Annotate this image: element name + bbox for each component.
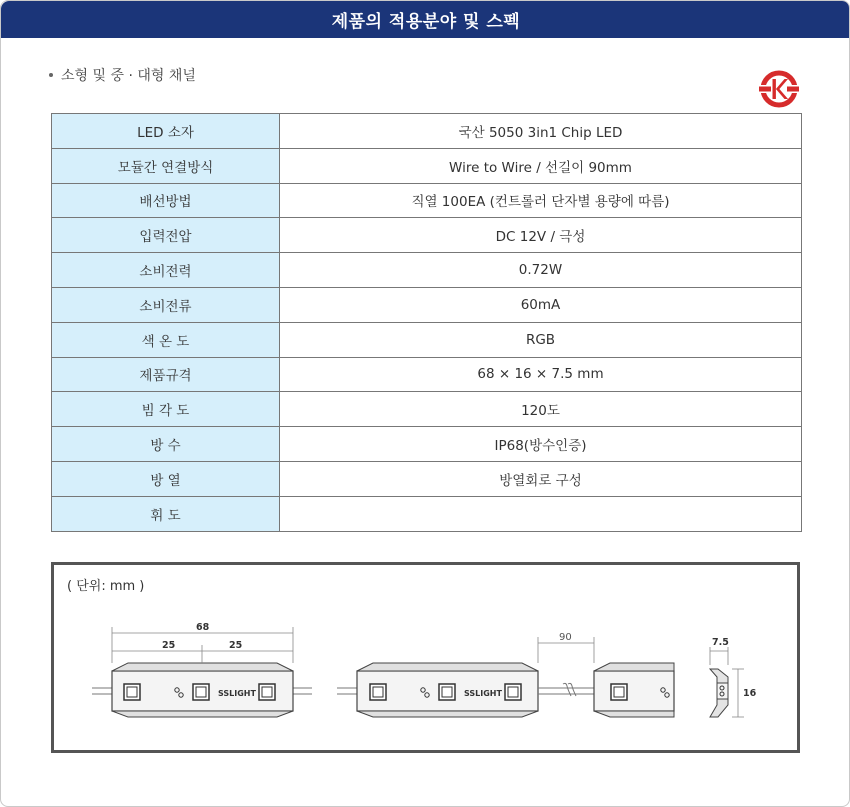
- bullet-icon: [49, 73, 53, 77]
- spec-key: 방 수: [52, 427, 280, 462]
- module-drawing: [54, 565, 797, 750]
- spec-row: [52, 148, 802, 183]
- kc-mark-icon: [758, 69, 800, 109]
- spec-key: 휘 도: [52, 496, 280, 531]
- dim-thickness: 7.5: [712, 637, 729, 648]
- spec-row: [52, 496, 802, 531]
- brand-label-1: SSLIGHT: [218, 689, 256, 698]
- spec-key: LED 소자: [52, 114, 280, 149]
- spec-value: [280, 496, 802, 531]
- spec-value: 직열 100EA (컨트롤러 단자별 용량에 따름): [280, 183, 802, 218]
- dim-height: 16: [743, 688, 757, 699]
- spec-key: 색 온 도: [52, 322, 280, 357]
- module-side-view: [710, 637, 757, 717]
- module-front-view: [92, 622, 312, 717]
- dim-total-width: 68: [196, 622, 210, 633]
- spec-value: 68 × 16 × 7.5 mm: [280, 357, 802, 392]
- spec-value: RGB: [280, 322, 802, 357]
- spec-value: DC 12V / 극성: [280, 218, 802, 253]
- spec-row: [52, 183, 802, 218]
- spec-value: 0.72W: [280, 253, 802, 288]
- unit-label: ( 단위: mm ): [67, 579, 145, 594]
- spec-row: [52, 218, 802, 253]
- spec-row: [52, 114, 802, 149]
- spec-value: 120도: [280, 392, 802, 427]
- spec-row: [52, 357, 802, 392]
- spec-key: 제품규격: [52, 357, 280, 392]
- spec-row: [52, 427, 802, 462]
- dim-pitch-right: 25: [229, 640, 243, 651]
- spec-table-body: [52, 114, 802, 532]
- spec-key: 빔 각 도: [52, 392, 280, 427]
- spec-value: 60mA: [280, 287, 802, 322]
- dimension-diagram: [51, 562, 800, 753]
- application-label: [49, 65, 196, 85]
- spec-key: 소비전류: [52, 287, 280, 322]
- spec-key: 모듈간 연결방식: [52, 148, 280, 183]
- spec-value: 국산 5050 3in1 Chip LED: [280, 114, 802, 149]
- spec-row: [52, 392, 802, 427]
- application-text: 소형 및 중 · 대형 채널: [61, 68, 196, 84]
- spec-key: 배선방법: [52, 183, 280, 218]
- spec-row: [52, 322, 802, 357]
- page-title: 제품의 적용분야 및 스펙: [331, 12, 521, 32]
- spec-key: 소비전력: [52, 253, 280, 288]
- spec-key: 입력전압: [52, 218, 280, 253]
- spec-row: [52, 287, 802, 322]
- brand-label-2: SSLIGHT: [464, 689, 502, 698]
- dim-wire-length: 90: [559, 632, 572, 643]
- spec-value: IP68(방수인증): [280, 427, 802, 462]
- spec-value: Wire to Wire / 선길이 90mm: [280, 148, 802, 183]
- header-bar: [1, 1, 850, 38]
- spec-row: [52, 461, 802, 496]
- spec-value: 방열회로 구성: [280, 461, 802, 496]
- dim-pitch-left: 25: [162, 640, 176, 651]
- spec-row: [52, 253, 802, 288]
- module-chain-view: [337, 632, 674, 717]
- spec-table: [51, 113, 802, 532]
- spec-key: 방 열: [52, 461, 280, 496]
